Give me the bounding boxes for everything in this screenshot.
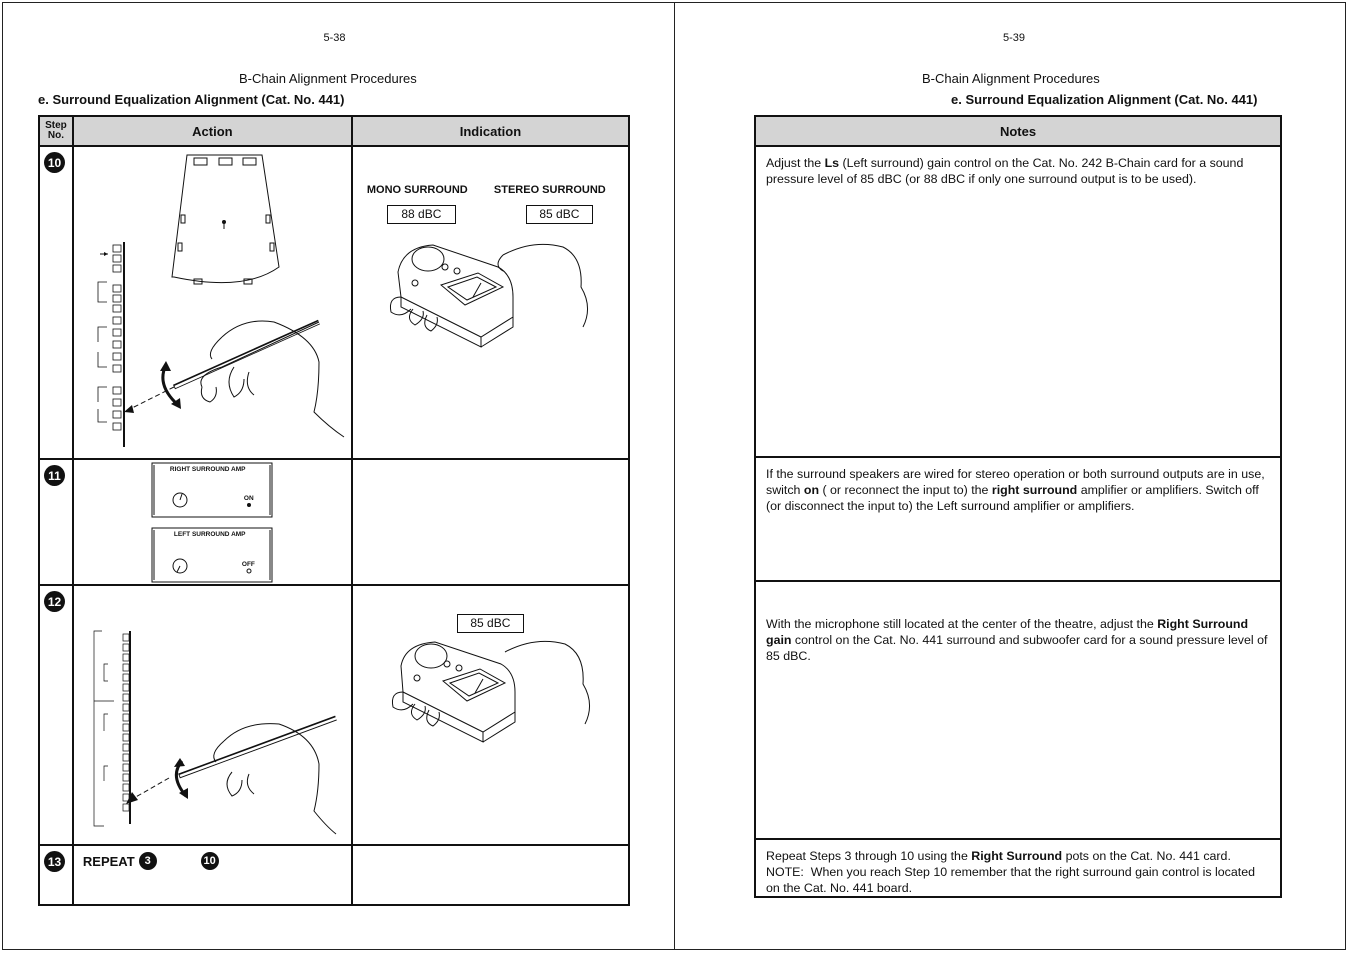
left-amp-label: LEFT SURROUND AMP [173,531,246,538]
table-row [39,146,629,459]
left-page [2,2,675,950]
dbc-value: 85 dBC [457,614,524,633]
action-column-header: Action [73,116,352,146]
sub-heading: e. Surround Equalization Alignment (Cat. No. 441) [38,92,345,107]
page-number: 5-38 [323,32,346,44]
table-row [39,459,629,585]
stereo-dbc-value: 85 dBC [526,205,593,224]
section-heading: B-Chain Alignment Procedures [239,71,417,86]
table-row [755,146,1281,457]
card-pot-diagram [74,586,351,844]
page-number: 5-39 [1002,32,1026,44]
from-step-badge: 3 [139,852,157,870]
sound-level-meter-icon [353,586,631,844]
indication-panel [353,586,628,844]
section-heading: B-Chain Alignment Procedures [922,71,1100,86]
table-row [39,845,629,905]
theatre-card-diagram [74,147,351,458]
table-row [755,457,1281,581]
indication-column-header: Indication [352,116,629,146]
mono-surround-label: MONO SURROUND [366,184,468,196]
step-number-badge: 13 [44,851,65,872]
stereo-surround-label: STEREO SURROUND [493,184,606,196]
action-table [38,115,630,906]
table-row [755,581,1281,839]
note-step-13: Repeat Steps 3 through 10 using the Right Surround pots on the Cat. No. 441 card. NOTE: When you reach Step 10 remember that the right surround gain control is located on the Cat. No. 441 board. [766,849,1255,895]
to-step-badge: 10 [201,852,219,870]
right-amp-state: ON [243,495,254,502]
note-step-12: With the microphone still located at the center of the theatre, adjust the Right Surround gain control on the Cat. No. 441 surround and subwoofer card for a sound pressure level of 85 dBC. [766,617,1271,663]
repeat-instruction [74,846,351,904]
amplifier-panels [74,460,351,584]
indication-panel [353,147,628,458]
amplifier-diagram [74,460,351,584]
mono-dbc-value: 88 dBC [387,205,456,224]
left-amp-state: OFF [241,561,255,568]
note-step-10: Adjust the Ls (Left surround) gain control on the Cat. No. 242 B-Chain card for a sound pressure level of 85 dBC (or 88 dBC if only one surround output is to be used). [766,156,1244,186]
step-number-badge: 12 [44,591,65,612]
repeat-line [83,852,219,870]
notes-table [754,115,1282,898]
note-step-11: If the surround speakers are wired for stereo operation or both surround outputs are in use, switch on ( or reconnect the input to) the right surround amplifier or amplifiers. Switch off (or disconnect the input to) the Left surround amplifier or amplifiers. [766,467,1265,513]
right-page [674,2,1346,950]
right-amp-label: RIGHT SURROUND AMP [169,466,246,473]
table-row [39,585,629,845]
indication-panel-empty [353,460,628,584]
sound-level-meter-icon [353,147,631,458]
sub-heading: e. Surround Equalization Alignment (Cat. No. 441) [951,92,1258,107]
step-number-badge: 10 [44,152,65,173]
table-row [755,839,1281,897]
action-illustration [74,147,351,458]
indication-panel-empty [353,846,628,904]
repeat-label: REPEAT [82,853,135,869]
action-illustration [74,586,351,844]
step-number-badge: 11 [44,465,65,486]
step-column-header: Step No. [39,116,73,146]
notes-column-header: Notes [755,116,1281,146]
